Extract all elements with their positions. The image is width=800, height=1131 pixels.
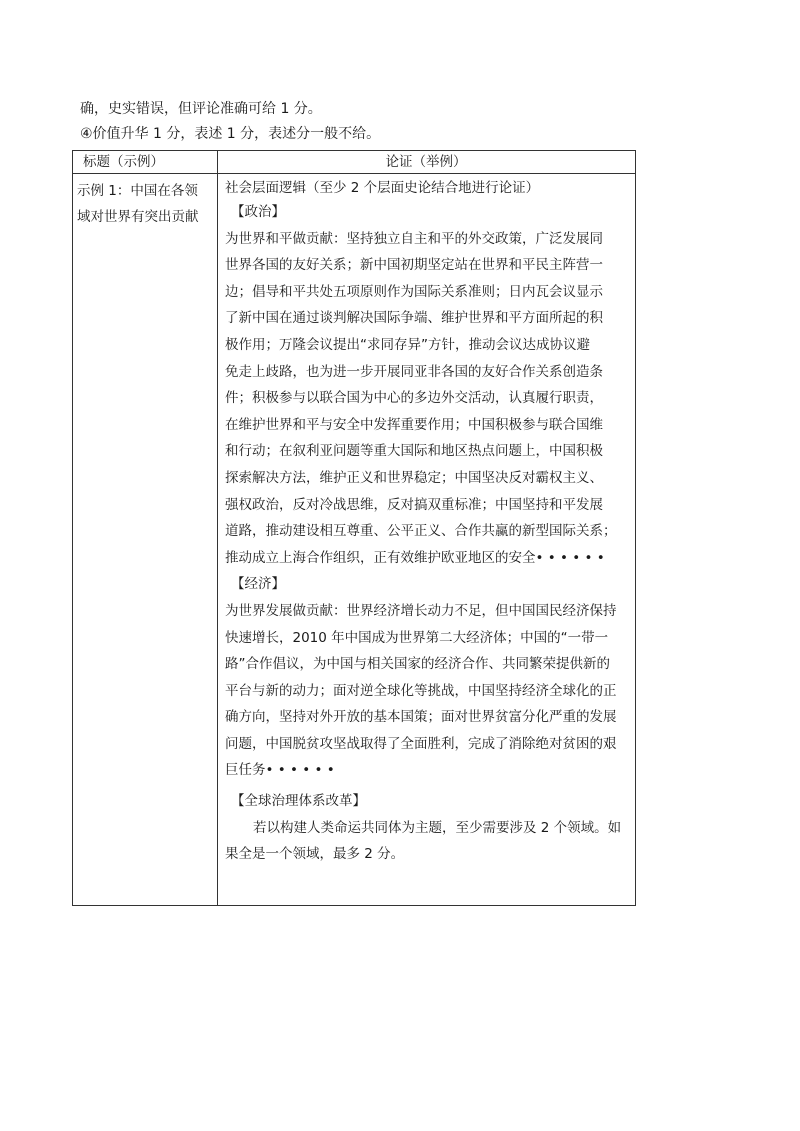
politics-line: 免走上歧路，也为进一步开展同亚非各国的友好合作关系创造条 <box>225 363 603 380</box>
header-argument-cell: 论证（举例） <box>385 154 467 170</box>
economy-line: 为世界发展做贡献：世界经济增长动力不足，但中国国民经济保持 <box>225 602 617 619</box>
economy-line: 路”合作倡议，为中国与相关国家的经济合作、共同繁荣提供新的 <box>225 656 610 673</box>
title-line-2: 域对世界有突出贡献 <box>77 209 199 225</box>
title-cell <box>77 178 211 230</box>
header-divider <box>73 173 635 174</box>
politics-heading: 【政治】 <box>231 204 285 220</box>
intro-line-2: ④价值升华 1 分，表述 1 分，表述分一般不给。 <box>80 126 381 142</box>
politics-line: 边；倡导和平共处五项原则作为国际关系准则；日内瓦会议显示 <box>225 283 603 300</box>
governance-heading: 【全球治理体系改革】 <box>231 793 366 810</box>
economy-line: 巨任务• • • • • • <box>225 762 335 779</box>
economy-section <box>225 599 635 785</box>
governance-section <box>225 816 635 869</box>
politics-line: 和行动；在叙利亚问题等重大国际和地区热点问题上，中国积极 <box>225 443 603 460</box>
politics-section <box>225 227 635 573</box>
politics-line: 推动成立上海合作组织，正有效维护欧亚地区的安全• • • • • • <box>225 549 605 566</box>
governance-line: 若以构建人类命运共同体为主题，至少需要涉及 2 个领域。如 <box>253 819 622 836</box>
politics-line: 道路，推动建设相互尊重、公平正义、合作共赢的新型国际关系； <box>225 523 617 540</box>
header-title-cell: 标题（示例） <box>83 154 164 170</box>
politics-line: 世界各国的友好关系；新中国初期坚定站在世界和平民主阵营一 <box>225 257 603 274</box>
economy-line: 平台与新的动力；面对逆全球化等挑战，中国坚持经济全球化的正 <box>225 682 617 699</box>
politics-line: 了新中国在通过谈判解决国际争端、维护世界和平方面所起的积 <box>225 310 603 327</box>
title-line-1: 示例 1：中国在各领 <box>77 183 198 199</box>
economy-line: 确方向，坚持对外开放的基本国策；面对世界贫富分化严重的发展 <box>225 709 617 726</box>
politics-line: 探索解决方法，维护正义和世界稳定；中国坚决反对霸权主义、 <box>225 469 603 486</box>
economy-heading: 【经济】 <box>231 576 285 593</box>
economy-line: 问题，中国脱贫攻坚战取得了全面胜利，完成了消除绝对贫困的艰 <box>225 735 617 752</box>
politics-line: 在维护世界和平与安全中发挥重要作用；中国积极参与联合国维 <box>225 416 603 433</box>
governance-line: 果全是一个领域，最多 2 分。 <box>225 846 405 863</box>
politics-line: 件；积极参与以联合国为中心的多边外交活动，认真履行职责， <box>225 390 603 407</box>
intro-line-1: 确，史实错误，但评论准确可给 1 分。 <box>80 101 322 117</box>
argument-intro: 社会层面逻辑（至少 2 个层面史论结合地进行论证） <box>225 180 540 196</box>
argument-cell <box>225 181 635 869</box>
politics-line: 为世界和平做贡献：坚持独立自主和平的外交政策，广泛发展同 <box>225 230 603 247</box>
politics-line: 极作用；万隆会议提出“求同存异”方针，推动会议达成协议避 <box>225 336 590 353</box>
politics-line: 强权政治，反对冷战思维，反对搞双重标准；中国坚持和平发展 <box>225 496 603 513</box>
scoring-table <box>72 150 636 906</box>
column-divider <box>217 151 218 905</box>
economy-line: 快速增长，2010 年中国成为世界第二大经济体；中国的“一带一 <box>225 629 609 646</box>
